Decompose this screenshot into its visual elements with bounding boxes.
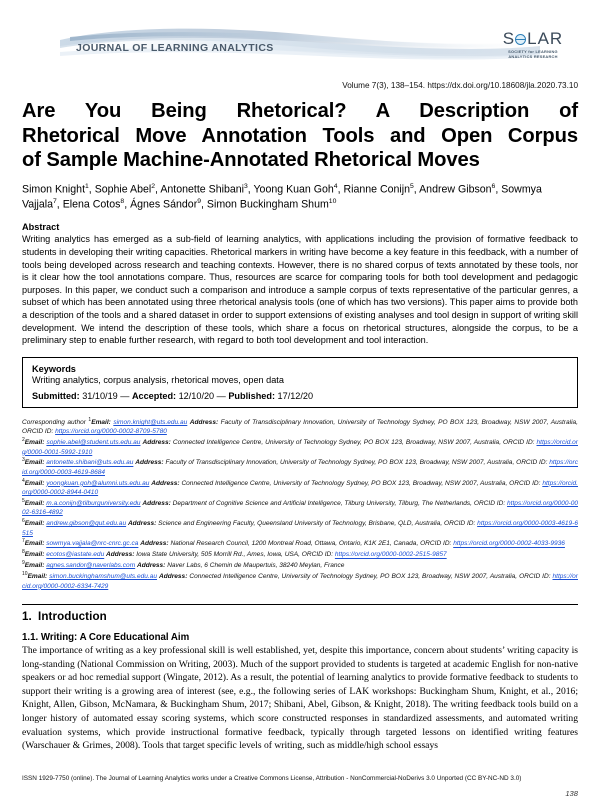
affiliation-footnote <box>22 518 578 538</box>
footnote-email-label: Email: <box>24 540 47 548</box>
solar-logo <box>490 30 576 60</box>
author-name: Sowmya Vajjala <box>22 183 542 211</box>
footnote-address-text: Iowa State University, 505 Morrill Rd., Ames, Iowa, USA, ORCID ID: <box>136 551 335 559</box>
footnote-address-label: Address: <box>189 419 221 427</box>
accepted-label: Accepted: <box>131 390 177 401</box>
author-affiliation-marker: 2 <box>151 182 156 190</box>
abstract-heading: Abstract <box>22 222 60 233</box>
footnote-address-label: Address: <box>135 459 166 467</box>
author-name: Simon Knight <box>22 183 86 196</box>
footnote-email-label: Email: <box>24 562 47 570</box>
affiliation-footnote <box>22 538 578 548</box>
submitted-label: Submitted: <box>32 390 80 401</box>
affiliation-footnote <box>22 457 578 477</box>
author-affiliation-marker: 4 <box>333 182 338 190</box>
footnote-email-label: Email: <box>24 439 47 447</box>
footnote-address-label: Address: <box>140 540 171 548</box>
footnote-address-text: Faculty of Transdisciplinary Innovation, University of Technology Sydney, PO BOX 123, Broadway, NSW 2007, Australia, ORCID ID: <box>22 419 579 436</box>
footnote-email-link[interactable]: andrew.gibson@qut.edu.au <box>46 520 127 528</box>
section-number: 1. <box>22 609 32 623</box>
footnote-marker: 1 <box>88 416 92 423</box>
section-heading-introduction <box>22 604 578 623</box>
footer-license-text: ISSN 1929-7750 (online). The Journal of Learning Analytics works under a Creative Commons License, Attribution - NonCommercial-NoDerivs 3.0 Unported (CC BY-NC-ND 3.0) <box>22 775 522 783</box>
footnote-address-label: Address: <box>151 479 182 487</box>
affiliation-footnote <box>22 560 578 570</box>
footnote-address-text: Connected Intelligence Centre, University of Technology Sydney, PO BOX 123, Broadway, NSW 2007, Australia, ORCID ID: <box>181 479 543 487</box>
footnote-email-label: Email: <box>24 479 47 487</box>
footnote-email-link[interactable]: ecotos@iastate.edu <box>46 551 105 559</box>
footnote-email-label: Email: <box>27 573 50 581</box>
footnote-marker: 10 <box>22 571 28 578</box>
footnote-email-link[interactable]: simon.buckinghamshum@uts.edu.au <box>49 573 158 581</box>
author-affiliation-marker: 5 <box>410 182 414 190</box>
footnote-orcid-link[interactable]: https://orcid.org/0000-0001-5992-1910 <box>22 439 578 456</box>
footnote-address-text: Department of Cognitive Science and Artificial Intelligence, Tilburg University, Tilburg, The Netherlands, ORCID ID: <box>172 500 508 508</box>
solar-logo-subtitle: SOCIETY for LEARNING ANALYTICS RESEARCH <box>508 49 558 60</box>
footnote-email-label: Email: <box>24 459 47 467</box>
masthead <box>18 22 582 80</box>
footnote-email-label: Email: <box>24 551 47 559</box>
footnote-address-text: Connected Intelligence Centre, University of Technology Sydney, PO BOX 123, Broadway, NSW 2007, Australia, ORCID ID: <box>189 573 553 581</box>
solar-logo-lar: LAR <box>527 29 564 48</box>
paper-page <box>0 22 600 798</box>
footnote-marker: 3 <box>22 457 25 464</box>
footnote-address-text: Naver Labs, 6 Chemin de Maupertuis, 38240 Meylan, France <box>167 562 345 570</box>
footnote-address-text: National Research Council, 1200 Montreal Road, Ottawa, Ontario, K1K 2E1, Canada, ORCID ID: <box>170 540 454 548</box>
footnote-orcid-link[interactable]: https://orcid.org/0000-0002-4033-9936 <box>453 540 565 548</box>
author-affiliation-footnotes <box>22 417 578 591</box>
footnote-orcid-link[interactable]: https://orcid.org/0000-0002-8709-5780 <box>55 428 167 436</box>
subsection-body-text: The importance of writing as a key professional skill is well established, yet, despite this importance, concern about students’ writing capacity is long-standing (National Commission on Writing, 2003). Much of the support provided to students is targeted at academic English for non-native speakers or ad hoc remedial support (Wingate, 2012). As a result, the potential of learning analytics to provide formative feedback to students to support their writing is a growing area of interest (see, e.g., the following series of LAK workshops: Buckingham Shum, Knight, et al., 2016; Knight, Allen, Gibson, McNamara, & Buckingham Shum, 2017; Shibani, Abel, Gibson, & Knight, 2018). The writing feedback tools build on a longer history of automated essay scoring systems, which score constructed responses in standardized assessments, and automated writing evaluation systems, which provide instructional formative feedback, typically through targeted lessons on identified writing features (Warschauer & Grimes, 2008). Tools that target specific levels of writing, such as middle/high school essays <box>22 644 578 752</box>
footnote-address-text: Faculty of Transdisciplinary Innovation, University of Technology Sydney, PO BOX 123, Broadway, NSW 2007, Australia, ORCID ID: <box>165 459 550 467</box>
footnote-email-link[interactable]: agnes.sandor@naverlabs.com <box>46 562 136 570</box>
footnote-orcid-link[interactable]: https://orcid.org/0000-0002-2515-9857 <box>334 551 447 559</box>
footnote-email-link[interactable]: sowmya.vajjala@nrc-cnrc.gc.ca <box>46 540 139 548</box>
subsection-heading-writing-core-educational-aim: 1.1. Writing: A Core Educational Aim <box>22 631 190 643</box>
author-name: Sophie Abel <box>94 183 152 196</box>
author-affiliation-marker: 7 <box>53 197 57 205</box>
footnote-marker: 5 <box>22 497 25 504</box>
keywords-box <box>22 357 578 408</box>
publication-dates: Submitted: 31/10/19 — Accepted: 12/10/20 — Published: 17/12/20 <box>32 390 314 401</box>
footnote-orcid-link[interactable]: https://orcid.org/0000-0002-6334-7429 <box>22 573 578 590</box>
footnote-email-link[interactable]: sophie.abel@student.uts.edu.au <box>46 439 141 447</box>
keywords-heading: Keywords <box>32 363 76 374</box>
footnote-address-label: Address: <box>159 573 190 581</box>
affiliation-footnote <box>22 571 578 591</box>
affiliation-footnote <box>22 417 578 437</box>
author-name: Ágnes Sándor <box>130 198 198 211</box>
footnote-email-label: Email: <box>91 419 114 427</box>
footnote-email-link[interactable]: simon.knight@uts.edu.au <box>113 419 188 427</box>
author-name: Yoong Kuan Goh <box>253 183 334 196</box>
footnote-orcid-link[interactable]: https://orcid.org/0000-0003-4619-6515 <box>22 520 578 537</box>
keywords-list: Writing analytics, corpus analysis, rhetorical moves, open data <box>32 374 284 385</box>
published-value: 17/12/20 <box>277 390 314 401</box>
author-affiliation-marker: 10 <box>328 197 337 205</box>
footnote-email-link[interactable]: yoongkuan.goh@alumni.uts.edu.au <box>46 479 150 487</box>
corresponding-author-label: Corresponding author <box>22 419 89 427</box>
footnote-marker: 9 <box>22 560 25 567</box>
footnote-marker: 4 <box>22 477 25 484</box>
author-name: Elena Cotos <box>62 198 121 211</box>
footnote-email-label: Email: <box>24 520 47 528</box>
title-line-1: Are You Being Rhetorical? A Description of <box>22 100 578 122</box>
footnote-address-label: Address: <box>142 439 173 447</box>
author-affiliation-marker: 9 <box>197 197 202 205</box>
author-list: Simon Knight$^1$, Sophie Abel$^2$, Antonette Shibani$^3$, Yoong Kuan Goh$^4$, Rianne Conijn$^5$, Andrew Gibson$^6$, Sowmya Vajjala$^7$, Elena Cotos$^8$, Ágnes Sándor$^9$, Simon Buckingham Shum$^{10}$ <box>22 182 542 211</box>
affiliation-footnote <box>22 549 578 559</box>
affiliation-footnote <box>22 498 578 518</box>
title-line-2: Rhetorical Move Annotation Tools and Open Corpus <box>22 124 578 147</box>
author-affiliation-marker: 3 <box>243 182 248 190</box>
footnote-email-link[interactable]: m.a.conijn@tilburguniversity.edu <box>46 500 141 508</box>
author-affiliation-marker: 6 <box>491 182 496 190</box>
author-name: Antonette Shibani <box>160 183 244 196</box>
footnote-address-label: Address: <box>142 500 173 508</box>
author-affiliation-marker: 8 <box>120 197 125 205</box>
abstract-text: Writing analytics has emerged as a sub-field of learning analytics, with applications including the provision of formative feedback to students in developing their writing capacities. Rhetorical markers in writing have become a key feature in this feedback, with a number of tools being developed across research and teaching contexts. However, there is no shared corpus of texts annotated by these tools, nor is it clear how the tool annotations compare. Thus, resources are scarce for comparing tools for both tool development and pedagogic purposes. In this paper, we conduct such a comparison and introduce a sample corpus of texts representative of the particular genres, a subset of which has been annotated using three rhetorical analysis tools (one of which has two versions). This paper aims to provide both a description of the tools and a shared dataset in order to support extensions of existing analyses and tool design in support of writing skill development. We intend the description of these tools, which share a focus on rhetorical structures, alongside the corpus, to be a preliminary step to enable further research, with regard to both tool development and tool interaction. <box>22 234 578 346</box>
footnote-orcid-link[interactable]: https://orcid.org/0000-0003-4619-8684 <box>22 459 578 476</box>
solar-logo-s: S <box>502 29 516 48</box>
footnote-email-link[interactable]: antonette.shibani@uts.edu.au <box>46 459 134 467</box>
volume-doi-line: Volume 7(3), 138–154. https://dx.doi.org/10.18608/jla.2020.73.10 <box>342 81 578 90</box>
footnote-marker: 8 <box>22 549 25 556</box>
title-line-3: of Sample Machine-Annotated Rhetorical Moves <box>22 149 480 172</box>
author-affiliation-marker: 1 <box>85 182 89 190</box>
solar-logo-text <box>503 30 563 47</box>
affiliation-footnote <box>22 437 578 457</box>
footnote-address-text: Science and Engineering Faculty, Queensland University of Technology, Brisbane, QLD, Australia, ORCID ID: <box>158 520 478 528</box>
footnote-marker: 6 <box>22 518 25 525</box>
footnote-orcid-link[interactable]: https://orcid.org/0000-0002-8944-0410 <box>22 479 578 497</box>
accepted-value: 12/10/20 <box>178 390 215 401</box>
footnote-email-label: Email: <box>24 500 47 508</box>
page-number: 138 <box>565 789 578 798</box>
published-label: Published: <box>228 390 275 401</box>
footnote-address-text: Connected Intelligence Centre, University of Technology Sydney, PO BOX 123, Broadway, NSW 2007, Australia, ORCID ID: <box>172 439 537 447</box>
author-name: Rianne Conijn <box>343 183 411 196</box>
author-name: Andrew Gibson <box>419 183 492 196</box>
page-title <box>22 99 578 173</box>
footnote-marker: 7 <box>22 538 25 545</box>
footnote-orcid-link[interactable]: https://orcid.org/0000-0002-6316-4892 <box>22 500 578 517</box>
solar-logo-o-icon <box>515 33 527 46</box>
affiliation-footnote <box>22 478 578 498</box>
footnote-address-label: Address: <box>136 562 168 570</box>
footnote-address-label: Address: <box>127 520 159 528</box>
author-name: Simon Buckingham Shum <box>206 198 329 211</box>
footnote-marker: 2 <box>22 437 25 444</box>
footnote-address-label: Address: <box>106 551 137 559</box>
journal-name: JOURNAL OF LEARNING ANALYTICS <box>76 42 274 54</box>
section-title: Introduction <box>38 609 107 623</box>
